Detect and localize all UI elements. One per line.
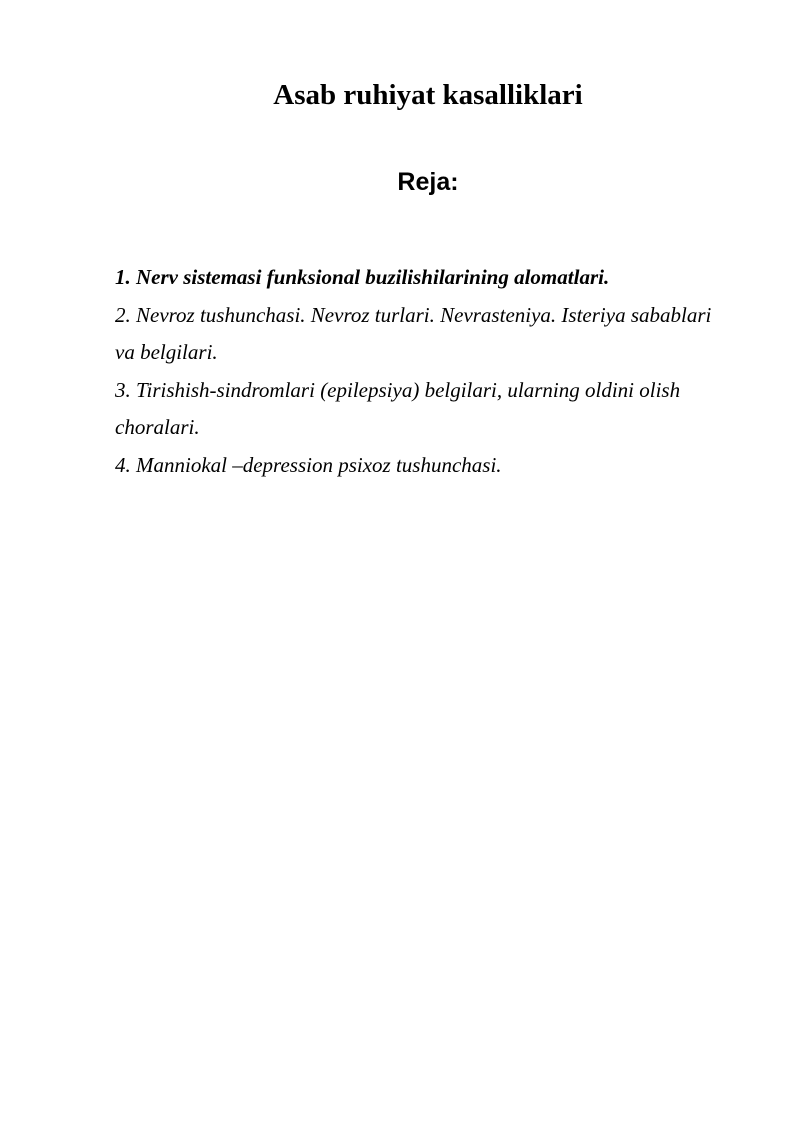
plan-item-4: 4. Manniokal –depression psixoz tushunchasi. xyxy=(115,452,502,477)
plan-list xyxy=(115,259,715,484)
document-title: Asab ruhiyat kasalliklari xyxy=(273,79,583,111)
plan-item-3: 3. Tirishish-sindromlari (epilepsiya) belgilari, ularning oldini olish choralari. xyxy=(115,377,681,439)
plan-item-2: 2. Nevroz tushunchasi. Nevroz turlari. Nevrasteniya. Isteriya sabablari va belgilari. xyxy=(115,302,712,364)
plan-item-1: 1. Nerv sistemasi funksional buzilishilarining alomatlari. xyxy=(115,265,610,289)
plan-heading: Reja: xyxy=(397,168,459,196)
